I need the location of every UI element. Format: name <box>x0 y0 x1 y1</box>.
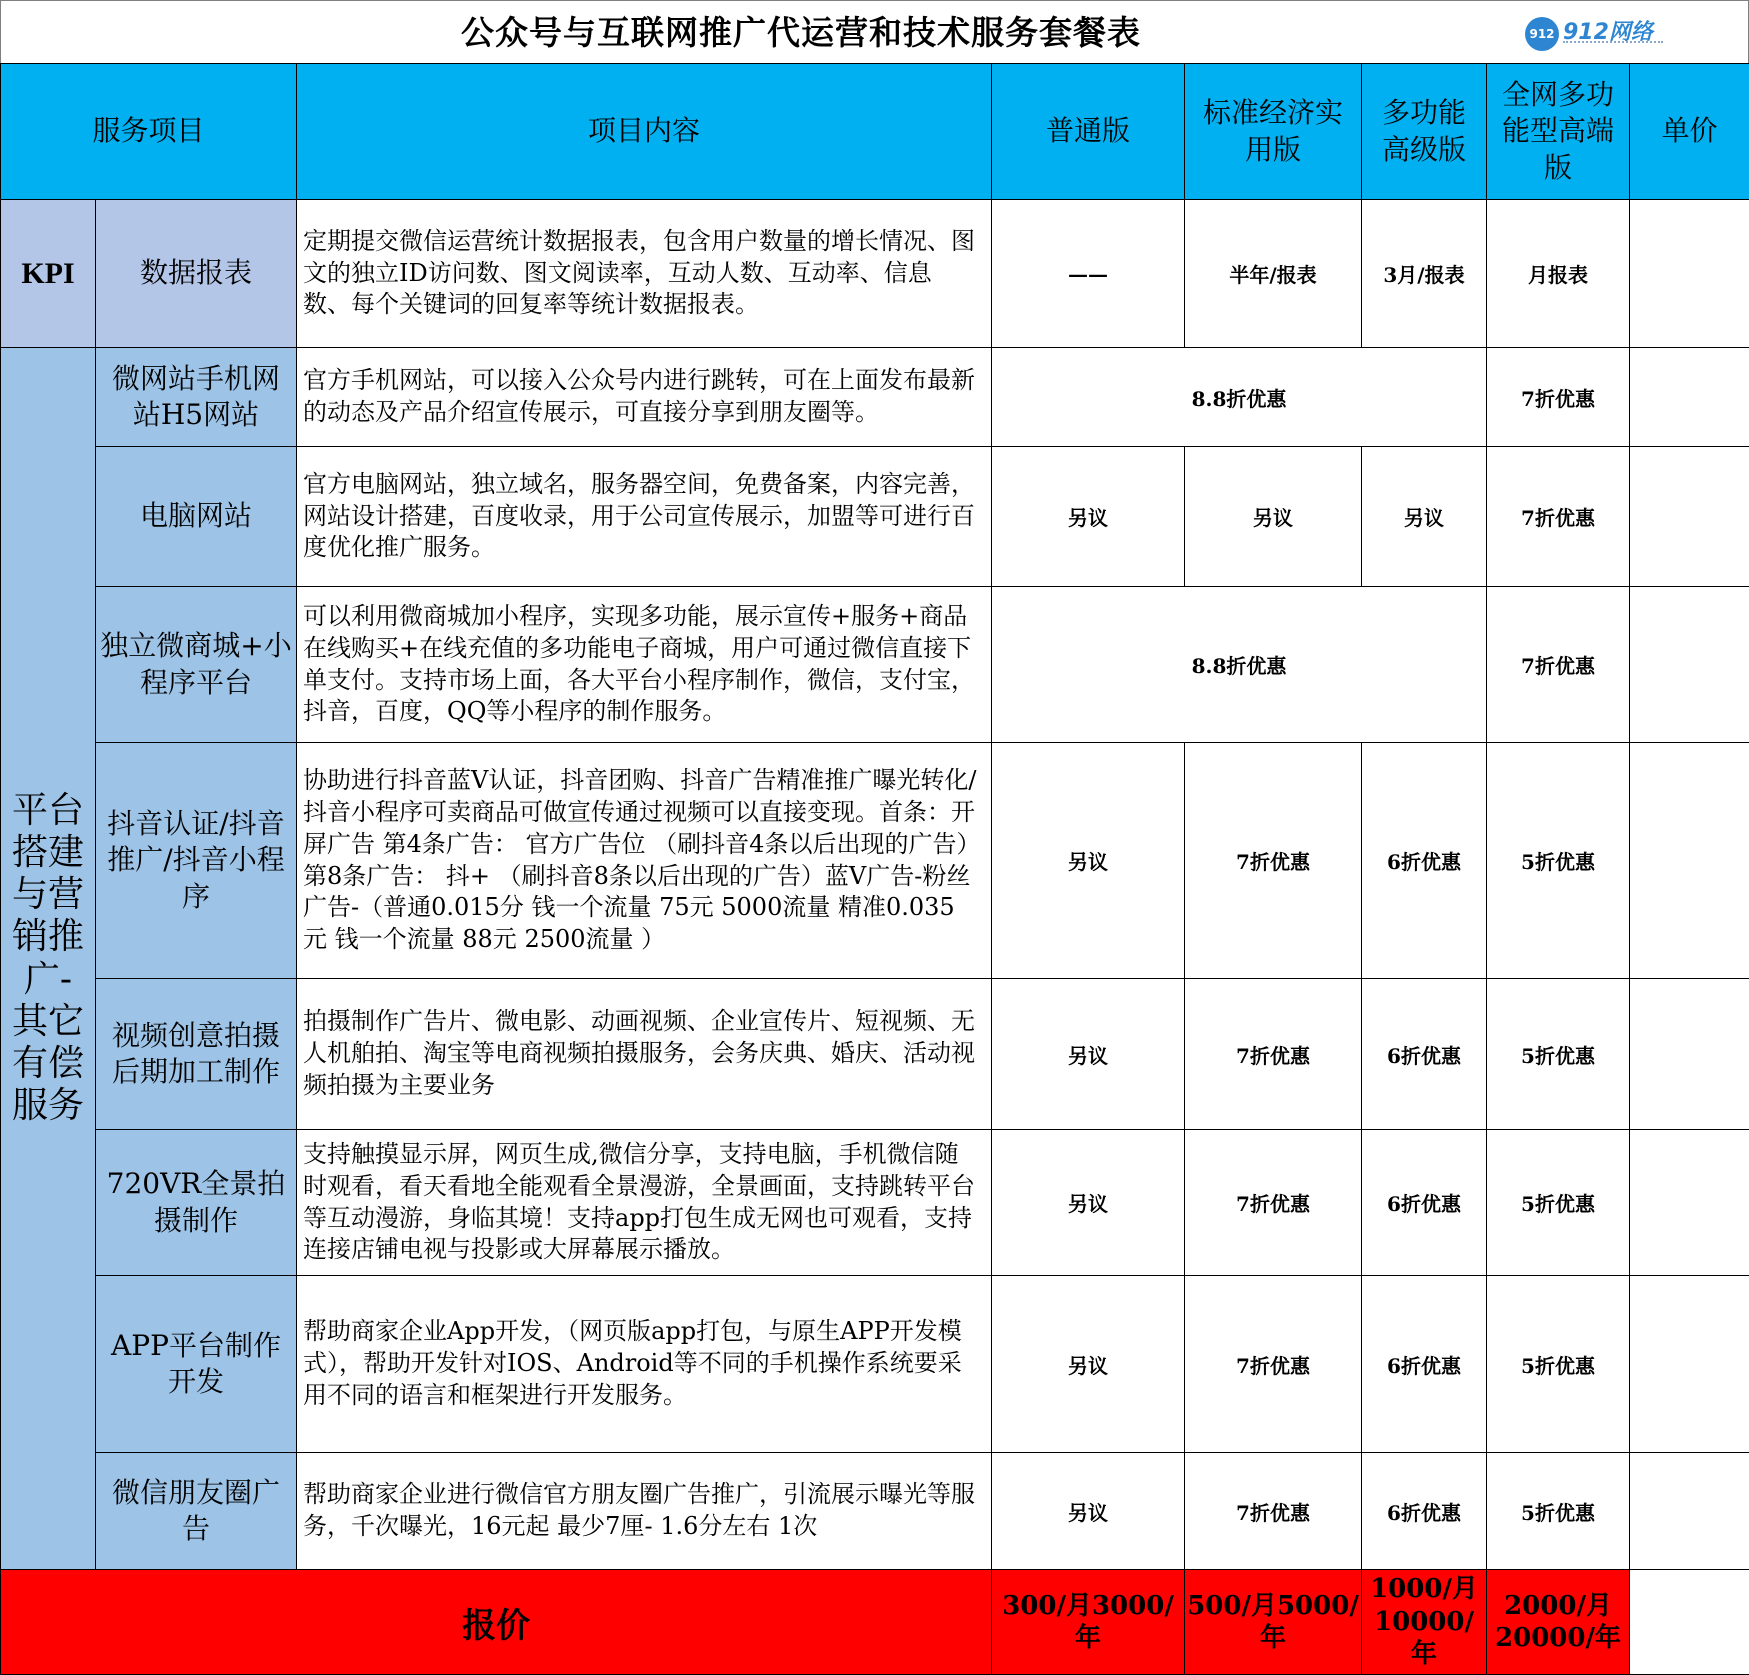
row-content: 协助进行抖音蓝V认证，抖音团购、抖音广告精准推广曝光转化/抖音小程序可卖商品可做宣传通过视频可以直接变现。首条：开屏广告 第4条广告： 官方广告位 （刷抖音4条以后出现的广告）第8条广告： 抖+ （刷抖音8条以后出现的广告）蓝V广告-粉丝广告-（普通0.015分 钱一个流量 75元 5000流量 精准0.035元 钱一个流量 88元 2500流量 ） <box>297 743 992 979</box>
basic-value: 另议 <box>992 743 1185 979</box>
standard-value: 7折优惠 <box>1185 979 1362 1130</box>
category-platform: 平台搭建与营销推广-其它有偿服务 <box>1 348 96 1570</box>
row-item: 数据报表 <box>96 200 297 348</box>
table-row <box>1 743 1749 979</box>
basic-value: 另议 <box>992 1453 1185 1570</box>
premium-value: 5折优惠 <box>1487 979 1630 1130</box>
advanced-value: 6折优惠 <box>1362 979 1487 1130</box>
quote-row <box>1 1570 1749 1675</box>
advanced-value: 6折优惠 <box>1362 1276 1487 1453</box>
premium-value: 5折优惠 <box>1487 1130 1630 1276</box>
standard-value: 7折优惠 <box>1185 1453 1362 1570</box>
standard-value: 另议 <box>1185 447 1362 587</box>
unit-price-cell <box>1630 979 1749 1130</box>
merged-discount-value: 8.8折优惠 <box>992 348 1487 447</box>
standard-value: 7折优惠 <box>1185 1276 1362 1453</box>
advanced-value: 3月/报表 <box>1362 200 1487 348</box>
header-premium: 全网多功能型高端版 <box>1487 64 1630 200</box>
row-content: 拍摄制作广告片、微电影、动画视频、企业宣传片、短视频、无人机舶拍、淘宝等电商视频拍摄服务，会务庆典、婚庆、活动视频拍摄为主要业务 <box>297 979 992 1130</box>
standard-value: 7折优惠 <box>1185 1130 1362 1276</box>
premium-value: 5折优惠 <box>1487 1276 1630 1453</box>
row-content: 定期提交微信运营统计数据报表，包含用户数量的增长情况、图文的独立ID访问数、图文阅读率，互动人数、互动率、信息数、每个关键词的回复率等统计数据报表。 <box>297 200 992 348</box>
unit-price-cell <box>1630 1276 1749 1453</box>
row-item: 视频创意拍摄后期加工制作 <box>96 979 297 1130</box>
quote-basic: 300/月3000/年 <box>992 1570 1185 1675</box>
header-unit-price: 单价 <box>1630 64 1749 200</box>
row-item: 电脑网站 <box>96 447 297 587</box>
table-row <box>1 1276 1749 1453</box>
page-title: 公众号与互联网推广代运营和技术服务套餐表 <box>1 1 1601 65</box>
quote-label: 报价 <box>1 1570 992 1675</box>
service-package-table <box>0 63 1749 1675</box>
row-content: 帮助商家企业App开发，（网页版app打包，与原生APP开发模式），帮助开发针对IOS、Android等不同的手机操作系统要采用不同的语言和框架进行开发服务。 <box>297 1276 992 1453</box>
advanced-value: 6折优惠 <box>1362 1453 1487 1570</box>
row-content: 官方手机网站，可以接入公众号内进行跳转，可在上面发布最新的动态及产品介绍宣传展示，可直接分享到朋友圈等。 <box>297 348 992 447</box>
standard-value: 7折优惠 <box>1185 743 1362 979</box>
unit-price-cell <box>1630 587 1749 743</box>
header-row <box>1 64 1749 200</box>
table-row <box>1 1130 1749 1276</box>
premium-value: 7折优惠 <box>1487 587 1630 743</box>
merged-discount-value: 8.8折优惠 <box>992 587 1487 743</box>
row-content: 支持触摸显示屏，网页生成,微信分享，支持电脑，手机微信随时观看，看天看地全能观看全景漫游，全景画面，支持跳转平台等互动漫游，身临其境！支持app打包生成无网也可观看，支持连接店铺电视与投影或大屏幕展示播放。 <box>297 1130 992 1276</box>
header-advanced: 多功能高级版 <box>1362 64 1487 200</box>
basic-value: 另议 <box>992 1130 1185 1276</box>
standard-value: 半年/报表 <box>1185 200 1362 348</box>
quote-premium: 2000/月20000/年 <box>1487 1570 1630 1675</box>
row-content: 帮助商家企业进行微信官方朋友圈广告推广，引流展示曝光等服务，千次曝光，16元起 最少7厘- 1.6分左右 1次 <box>297 1453 992 1570</box>
unit-price-cell <box>1630 743 1749 979</box>
premium-value: 5折优惠 <box>1487 743 1630 979</box>
basic-value: —— <box>992 200 1185 348</box>
basic-value: 另议 <box>992 447 1185 587</box>
logo-mark-icon: 912 <box>1525 17 1559 51</box>
quote-standard: 500/月5000/年 <box>1185 1570 1362 1675</box>
header-standard: 标准经济实用版 <box>1185 64 1362 200</box>
quote-advanced: 1000/月10000/年 <box>1362 1570 1487 1675</box>
unit-price-cell <box>1630 1453 1749 1570</box>
table-row <box>1 979 1749 1130</box>
header-content: 项目内容 <box>297 64 992 200</box>
quote-unit-price-cell <box>1630 1570 1749 1675</box>
unit-price-cell <box>1630 447 1749 587</box>
header-basic: 普通版 <box>992 64 1185 200</box>
premium-value: 7折优惠 <box>1487 348 1630 447</box>
logo-tagline-decoration <box>1563 41 1663 46</box>
premium-value: 月报表 <box>1487 200 1630 348</box>
row-item: 独立微商城+小程序平台 <box>96 587 297 743</box>
row-item: 微信朋友圈广告 <box>96 1453 297 1570</box>
category-kpi: KPI <box>1 200 96 348</box>
table-row <box>1 447 1749 587</box>
table-row <box>1 587 1749 743</box>
basic-value: 另议 <box>992 1276 1185 1453</box>
basic-value: 另议 <box>992 979 1185 1130</box>
row-item: APP平台制作开发 <box>96 1276 297 1453</box>
company-logo <box>1525 15 1655 55</box>
row-item: 720VR全景拍摄制作 <box>96 1130 297 1276</box>
table-row <box>1 348 1749 447</box>
advanced-value: 另议 <box>1362 447 1487 587</box>
advanced-value: 6折优惠 <box>1362 743 1487 979</box>
advanced-value: 6折优惠 <box>1362 1130 1487 1276</box>
unit-price-cell <box>1630 348 1749 447</box>
header-service-item: 服务项目 <box>1 64 297 200</box>
row-item: 微网站手机网站H5网站 <box>96 348 297 447</box>
unit-price-cell <box>1630 1130 1749 1276</box>
row-item: 抖音认证/抖音推广/抖音小程序 <box>96 743 297 979</box>
logo-name: 912网络 <box>1563 15 1653 46</box>
table-row <box>1 1453 1749 1570</box>
row-content: 可以利用微商城加小程序，实现多功能，展示宣传+服务+商品在线购买+在线充值的多功能电子商城，用户可通过微信直接下单支付。支持市场上面，各大平台小程序制作，微信，支付宝，抖音，百度，QQ等小程序的制作服务。 <box>297 587 992 743</box>
title-bar <box>0 0 1749 64</box>
row-content: 官方电脑网站，独立域名，服务器空间，免费备案，内容完善，网站设计搭建，百度收录，用于公司宣传展示，加盟等可进行百度优化推广服务。 <box>297 447 992 587</box>
unit-price-cell <box>1630 200 1749 348</box>
premium-value: 7折优惠 <box>1487 447 1630 587</box>
premium-value: 5折优惠 <box>1487 1453 1630 1570</box>
table-row <box>1 200 1749 348</box>
